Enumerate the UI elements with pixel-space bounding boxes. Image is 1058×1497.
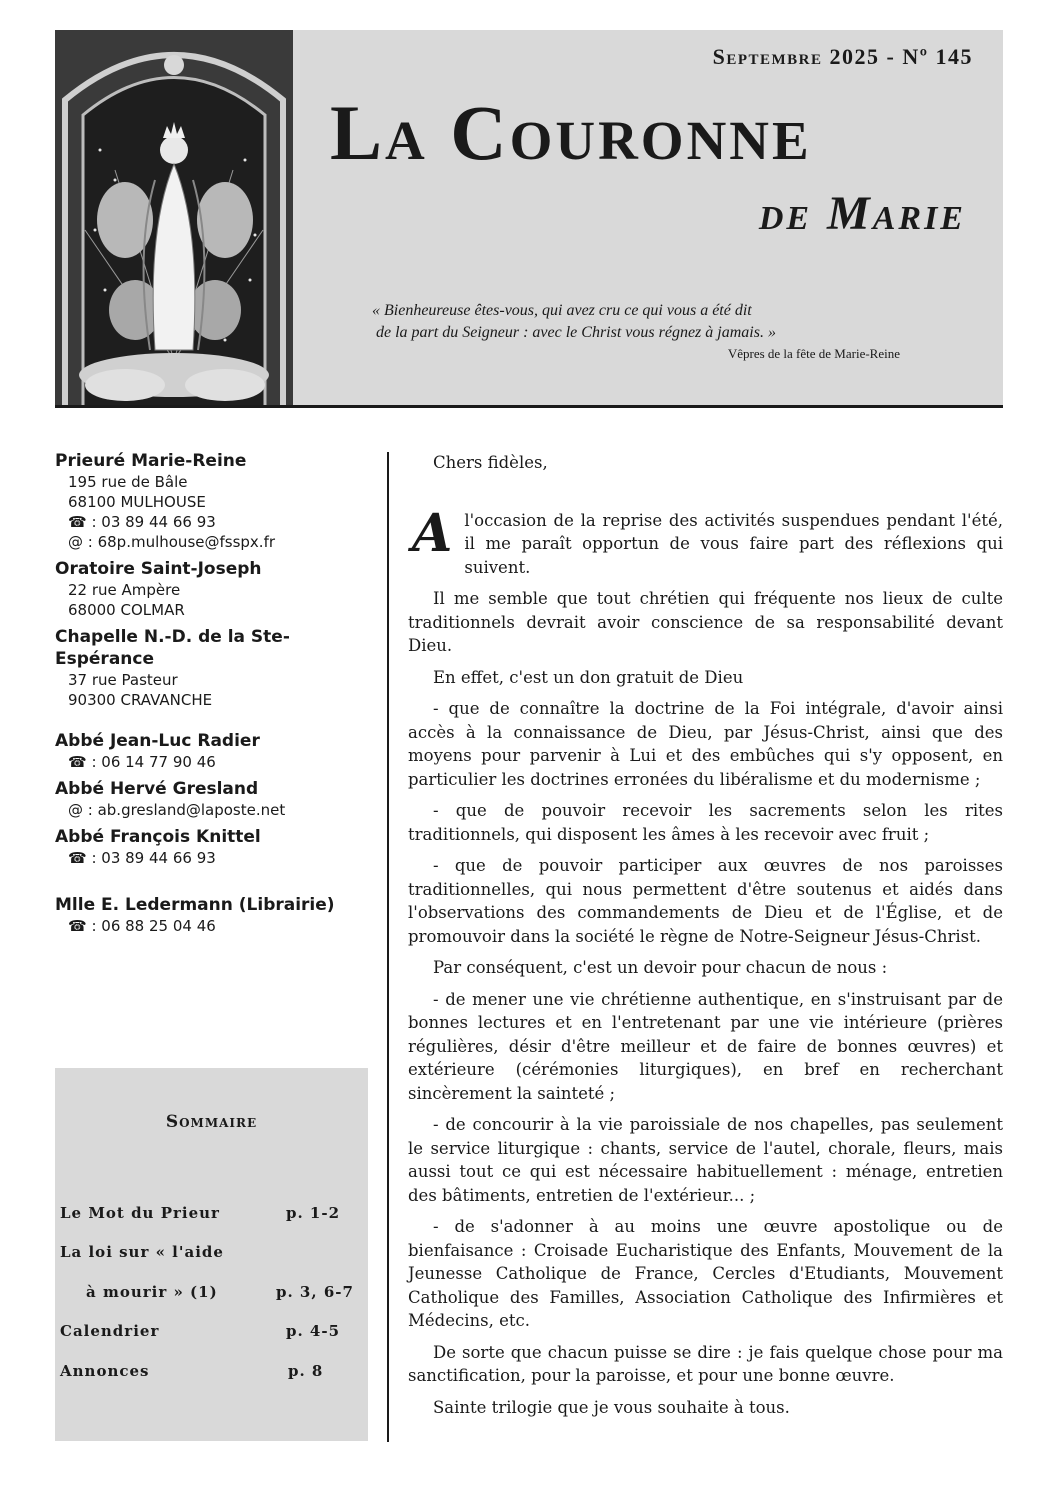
- letter-greeting: Chers fidèles,: [433, 453, 548, 472]
- contacts-sidebar: [55, 450, 375, 942]
- contact-name: Prieuré Marie-Reine: [55, 451, 247, 471]
- letter-body: [408, 451, 1003, 1427]
- contact-name: Abbé Jean-Luc Radier: [55, 731, 260, 751]
- contact-line: 68000 COLMAR: [68, 601, 185, 619]
- column-divider: [387, 452, 389, 1442]
- letter-paragraph: En effet, c'est un don gratuit de Dieu: [433, 667, 744, 687]
- newsletter-subtitle: de Marie: [758, 187, 966, 240]
- toc-item-label: La loi sur « l'aide: [60, 1243, 224, 1261]
- contact-line: 22 rue Ampère: [68, 581, 181, 599]
- letter-paragraph: - que de pouvoir participer aux œuvres de nos paroisses traditionnelles, qui nous permettent d'être soutenus et aidés dans l'observations des commandements de Dieu et de l'Église, et de promouvoir dans la société le règne de Notre-Seigneur Jésus-Christ.: [408, 856, 1003, 946]
- contact-email: @ : 68p.mulhouse@fsspx.fr: [68, 533, 276, 551]
- contact-phone: ☎ : 06 88 25 04 46: [68, 917, 216, 935]
- contact-name: Abbé Hervé Gresland: [55, 779, 259, 799]
- contact-phone: ☎ : 03 89 44 66 93: [68, 513, 216, 531]
- toc-item-label: Calendrier: [60, 1322, 160, 1340]
- virgin-mary-engraving-image: [55, 30, 293, 407]
- contact-line: 68100 MULHOUSE: [68, 493, 206, 511]
- toc-item-label: à mourir » (1): [86, 1283, 218, 1301]
- letter-paragraph: Par conséquent, c'est un devoir pour chacun de nous :: [433, 958, 888, 977]
- toc-item: [60, 1322, 360, 1340]
- contact-phone: ☎ : 03 89 44 66 93: [68, 849, 216, 867]
- contact-email: @ : ab.gresland@laposte.net: [68, 801, 286, 819]
- contact-name: Chapelle N.-D. de la Ste-Espérance: [55, 627, 290, 669]
- header-divider: [55, 405, 1003, 408]
- issue-date-number: Septembre 2025 - Nº 145: [712, 44, 973, 69]
- letter-paragraph: - de concourir à la vie paroissiale de nos chapelles, pas seulement le service liturgique : chants, service de l'autel, chorale, fleurs, mais aussi tout ce qui est nécessaire habituellement : ménage, entretien des bâtiments, entretien de l'extérieur... ;: [408, 1115, 1003, 1205]
- toc-item-page: p. 4-5: [286, 1322, 341, 1340]
- newsletter-title: La Couronne: [330, 89, 812, 176]
- contact-name: Oratoire Saint-Joseph: [55, 559, 262, 579]
- letter-paragraph: - de s'adonner à au moins une œuvre apostolique ou de bienfaisance : Croisade Eucharistique des Enfants, Mouvement de la Jeunesse Catholique de France, Cercles d'Etudiants, Mouvement Catholique des Familles, Association Catholique des Infirmières et Médecins, etc.: [408, 1217, 1003, 1330]
- toc-item: [60, 1362, 360, 1380]
- contact-chapelle: [55, 626, 375, 710]
- contact-phone: ☎ : 06 14 77 90 46: [68, 753, 216, 771]
- contact-oratoire: [55, 558, 375, 620]
- quote-line-2: de la part du Seigneur : avec le Christ vous régnez à jamais. »: [376, 324, 776, 341]
- toc-item-label: Le Mot du Prieur: [60, 1204, 220, 1222]
- letter-paragraph: - de mener une vie chrétienne authentique, en s'instruisant par de bonnes lectures et en l'entretenant par une vie intérieure (prières régulières, désir d'être meilleur et de faire de bonnes œuvres) et extérieure (cérémonies liturgiques), en bref en recherchant sincèrement la sainteté ;: [408, 989, 1003, 1103]
- quote-source: Vêpres de la fête de Marie-Reine: [727, 346, 900, 361]
- letter-paragraph: Sainte trilogie que je vous souhaite à tous.: [433, 1397, 790, 1417]
- toc-item: [60, 1204, 360, 1222]
- letter-paragraph: - que de pouvoir recevoir les sacrements selon les rites traditionnels, qui disposent les âmes à les recevoir avec fruit ;: [408, 801, 1003, 844]
- contact-ledermann: [55, 894, 375, 936]
- drop-cap: A: [412, 502, 453, 564]
- header-quote: [372, 300, 912, 344]
- letter-paragraph: De sorte que chacun puisse se dire : je fais quelque chose pour ma sanctification, pour la paroisse, et pour une bonne œuvre.: [408, 1342, 1003, 1385]
- toc-item-page: p. 8: [288, 1362, 324, 1380]
- quote-line-1: « Bienheureuse êtes-vous, qui avez cru ce qui vous a été dit: [372, 302, 752, 319]
- toc-item-label: Annonces: [60, 1362, 150, 1380]
- toc-item-page: p. 1-2: [286, 1204, 341, 1222]
- toc-title: Sommaire: [165, 1112, 258, 1132]
- toc-item: [60, 1243, 360, 1261]
- contact-name: Mlle E. Ledermann (Librairie): [55, 895, 335, 915]
- contact-line: 90300 CRAVANCHE: [68, 691, 213, 709]
- letter-paragraph: Al'occasion de la reprise des activités suspendues pendant l'été, il me paraît opportun de vous faire part des réflexions qui suivent.: [412, 502, 1003, 577]
- contact-knittel: [55, 826, 375, 868]
- letter-paragraph: - que de connaître la doctrine de la Foi intégrale, d'avoir ainsi accès à la connaissance de Dieu, par Jésus-Christ, ainsi que des moyens pour parvenir à Lui et des embûches qui s'y opposent, en particulier les doctrines erronées du libéralisme et du modernisme ;: [408, 699, 1003, 789]
- contact-radier: [55, 730, 375, 772]
- letter-paragraph: Il me semble que tout chrétien qui fréquente nos lieux de culte traditionnels devrait avoir conscience de sa responsabilité devant Dieu.: [408, 589, 1003, 655]
- contact-line: 195 rue de Bâle: [68, 473, 188, 491]
- contact-line: 37 rue Pasteur: [68, 671, 178, 689]
- table-of-contents: [55, 1068, 368, 1441]
- contact-gresland: [55, 778, 375, 820]
- contact-prieure: [55, 450, 375, 552]
- toc-item: [60, 1283, 360, 1301]
- contact-name: Abbé François Knittel: [55, 827, 261, 847]
- toc-item-page: p. 3, 6-7: [276, 1283, 354, 1301]
